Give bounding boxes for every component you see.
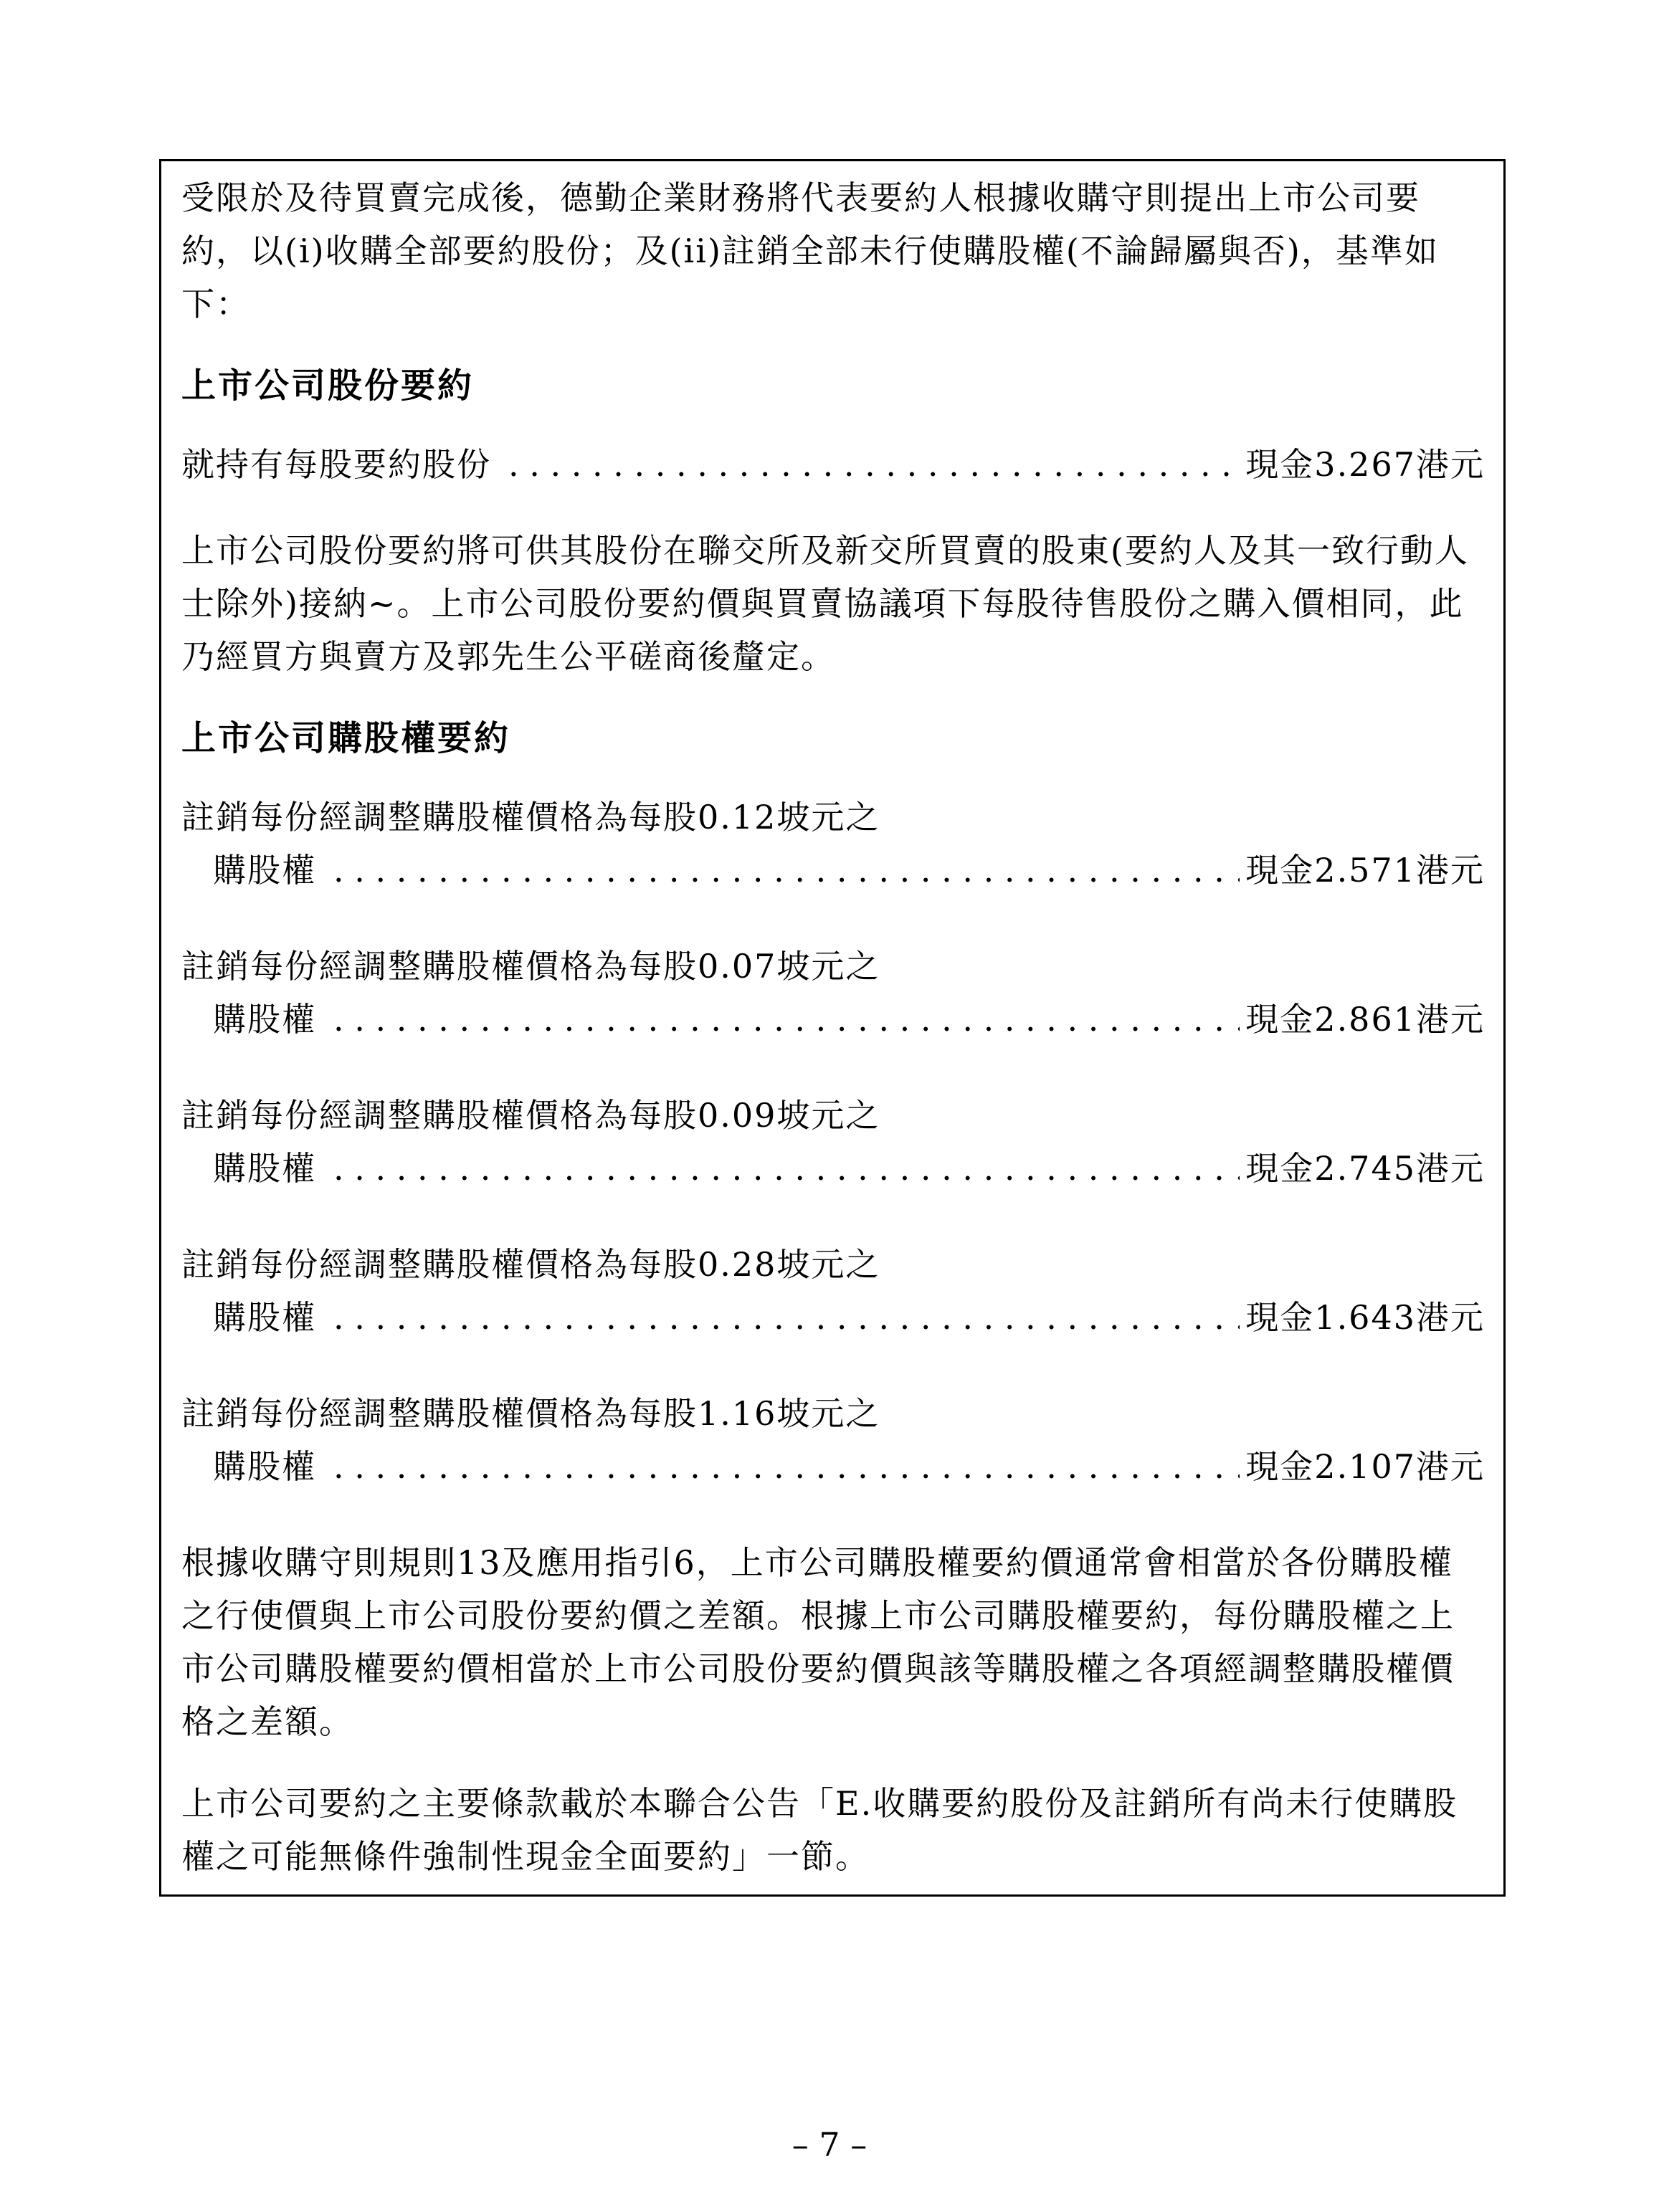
- option-offer-item-label: 購股權: [213, 851, 316, 890]
- option-offer-item-amount: 現金2.745港元: [1245, 1149, 1485, 1188]
- option-offer-item: [181, 1387, 1485, 1493]
- option-offer-item-amount: 現金2.571港元: [1245, 851, 1485, 890]
- option-offer-item-text: 註銷每份經調整購股權價格為每股0.12坡元之: [181, 798, 880, 836]
- option-offer-item: [181, 791, 1485, 897]
- page-number: – 7 –: [792, 2125, 867, 2164]
- intro-paragraph: 受限於及待買賣完成後，德勤企業財務將代表要約人根據收購守則提出上市公司要約，以(i)收購全部要約股份；及(ii)註銷全部未行使購股權(不論歸屬與否)，基準如下：: [181, 178, 1439, 323]
- option-offer-item-label: 購股權: [213, 1000, 316, 1039]
- option-offer-item-amount: 現金2.861港元: [1245, 1000, 1485, 1039]
- option-offer-item-label: 購股權: [213, 1298, 316, 1337]
- option-offer-item-text: 註銷每份經調整購股權價格為每股0.09坡元之: [181, 1096, 880, 1135]
- option-offer-item-row: [181, 1142, 1485, 1195]
- share-offer-price-label: 就持有每股要約股份: [181, 445, 491, 484]
- dot-leader: [508, 438, 1240, 491]
- option-offer-item: [181, 1089, 1485, 1195]
- option-offer-item-text: 註銷每份經調整購股權價格為每股0.28坡元之: [181, 1245, 880, 1284]
- option-offer-item-row: [181, 993, 1485, 1046]
- option-offer-item-text: 註銷每份經調整購股權價格為每股0.07坡元之: [181, 947, 880, 986]
- option-offer-item-label: 購股權: [213, 1149, 316, 1188]
- offer-terms-box: [159, 159, 1506, 1897]
- dot-leader: [333, 1142, 1240, 1195]
- option-offer-heading: 上市公司購股權要約: [181, 718, 511, 758]
- option-offer-item-amount: 現金1.643港元: [1245, 1298, 1485, 1337]
- option-offer-item: [181, 940, 1485, 1046]
- share-offer-description: 上市公司股份要約將可供其股份在聯交所及新交所買賣的股東(要約人及其一致行動人士除外)接納~。上市公司股份要約價與買賣協議項下每股待售股份之購入價相同，此乃經買方與賣方及郭先生公平磋商後釐定。: [181, 531, 1469, 676]
- option-offer-item: [181, 1238, 1485, 1344]
- share-offer-price-row: [181, 438, 1485, 491]
- option-offer-item-row: [181, 844, 1485, 897]
- share-offer-heading: 上市公司股份要約: [181, 366, 475, 406]
- dot-leader: [333, 844, 1240, 897]
- dot-leader: [333, 1440, 1240, 1493]
- option-offer-item-amount: 現金2.107港元: [1245, 1447, 1485, 1486]
- dot-leader: [333, 1291, 1240, 1344]
- option-offer-item-label: 購股權: [213, 1447, 316, 1486]
- share-offer-price-amount: 現金3.267港元: [1245, 445, 1485, 484]
- offer-terms-content: [181, 171, 1485, 1883]
- dot-leader: [333, 993, 1240, 1046]
- option-offer-item-text: 註銷每份經調整購股權價格為每股1.16坡元之: [181, 1394, 880, 1433]
- option-offer-description: 根據收購守則規則13及應用指引6，上市公司購股權要約價通常會相當於各份購股權之行使價與上市公司股份要約價之差額。根據上市公司購股權要約，每份購股權之上市公司購股權要約價相當於上市公司股份要約價與該等購股權之各項經調整購股權價格之差額。: [181, 1543, 1455, 1741]
- option-offer-item-row: [181, 1291, 1485, 1344]
- option-offer-item-row: [181, 1440, 1485, 1493]
- closing-paragraph: 上市公司要約之主要條款載於本聯合公告「E.收購要約股份及註銷所有尚未行使購股權之可能無條件強制性現金全面要約」一節。: [181, 1784, 1458, 1876]
